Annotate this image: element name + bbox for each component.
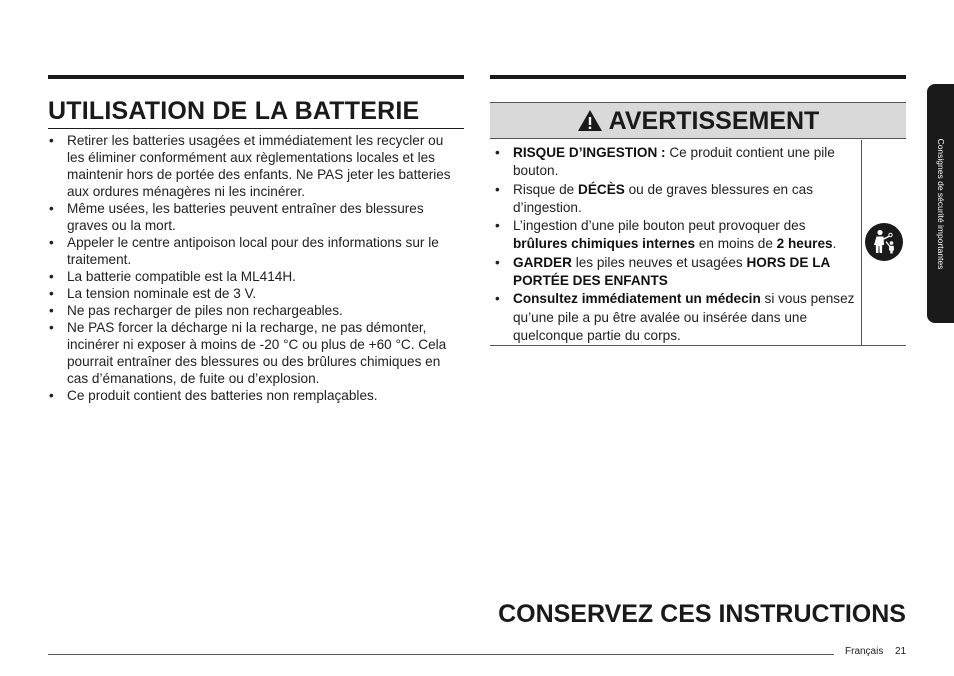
warning-triangle-icon (577, 109, 603, 132)
battery-instructions-list (48, 132, 464, 404)
left-top-rule (48, 75, 464, 79)
list-item (494, 254, 856, 291)
section-title: UTILISATION DE LA BATTERIE (48, 96, 464, 129)
emphasis-text: Consultez immédiatement un médecin (513, 291, 761, 307)
footer-rule (48, 654, 834, 655)
list-item (494, 181, 856, 218)
warning-body (490, 140, 906, 345)
list-item: • Ce produit contient des batteries non remplaçables. (48, 387, 464, 404)
emphasis-text: GARDER (513, 254, 572, 270)
emphasis-text: brûlures chimiques internes (513, 236, 696, 252)
list-item: • Même usées, les batteries peuvent entraîner des blessures graves ou la mort. (48, 200, 464, 234)
page-number: 21 (895, 646, 907, 657)
list-text: en moins de (695, 236, 777, 252)
list-item: • Appeler le centre antipoison local pour des informations sur le traitement. (48, 234, 464, 268)
closing-title: CONSERVEZ CES INSTRUCTIONS (498, 600, 906, 628)
list-item (494, 290, 856, 345)
side-tab-label: Consignes de sécurité importantes (935, 138, 946, 269)
emphasis-text: RISQUE D’INGESTION : (513, 145, 666, 160)
emphasis-text: 2 heures (776, 236, 833, 252)
list-item: • Ne PAS forcer la décharge ni la recharge, ne pas démonter, incinérer ni exposer à moins de -20 °C ou plus de +60 °C. Cela pourrait entraîner des blessures ou des brûlures chimiques en cas d’émanations, de fuite ou d’explosion. (48, 319, 464, 387)
warning-column-divider (861, 140, 862, 345)
keep-away-from-children-icon (864, 222, 904, 262)
side-tab (927, 84, 954, 323)
list-text: si vous pensez qu’une pile a pu être avalée ou insérée dans une quelconque partie du corps. (513, 291, 855, 343)
list-text: . (832, 236, 837, 252)
right-top-rule (490, 75, 906, 79)
list-text: L’ingestion d’une pile bouton peut provoquer des (513, 218, 806, 234)
list-item: • La tension nominale est de 3 V. (48, 285, 464, 302)
emphasis-text: HORS DE LA PORTÉE DES ENFANTS (513, 254, 830, 289)
list-item (494, 144, 856, 181)
list-text: ou de graves blessures en cas d’ingestion. (513, 181, 813, 215)
list-item (494, 217, 856, 254)
list-text: Risque de (513, 181, 578, 197)
list-item: • Ne pas recharger de piles non rechargeables. (48, 302, 464, 319)
warning-box (490, 102, 906, 346)
emphasis-text: DÉCÈS (578, 181, 625, 197)
list-item: • Retirer les batteries usagées et immédiatement les recycler ou les éliminer conformément aux règlementations locales et les maintenir hors de portée des enfants. Ne PAS jeter les batteries aux ordures ménagères ni les incinérer. (48, 132, 464, 200)
list-item: • La batterie compatible est la ML414H. (48, 268, 464, 285)
warning-list (494, 144, 856, 345)
footer-language: Français (845, 646, 884, 657)
warning-header (490, 103, 906, 139)
warning-title: AVERTISSEMENT (608, 106, 820, 135)
list-text: Ce produit contient une pile bouton. (513, 145, 835, 179)
list-text: les piles neuves et usagées (571, 254, 747, 270)
